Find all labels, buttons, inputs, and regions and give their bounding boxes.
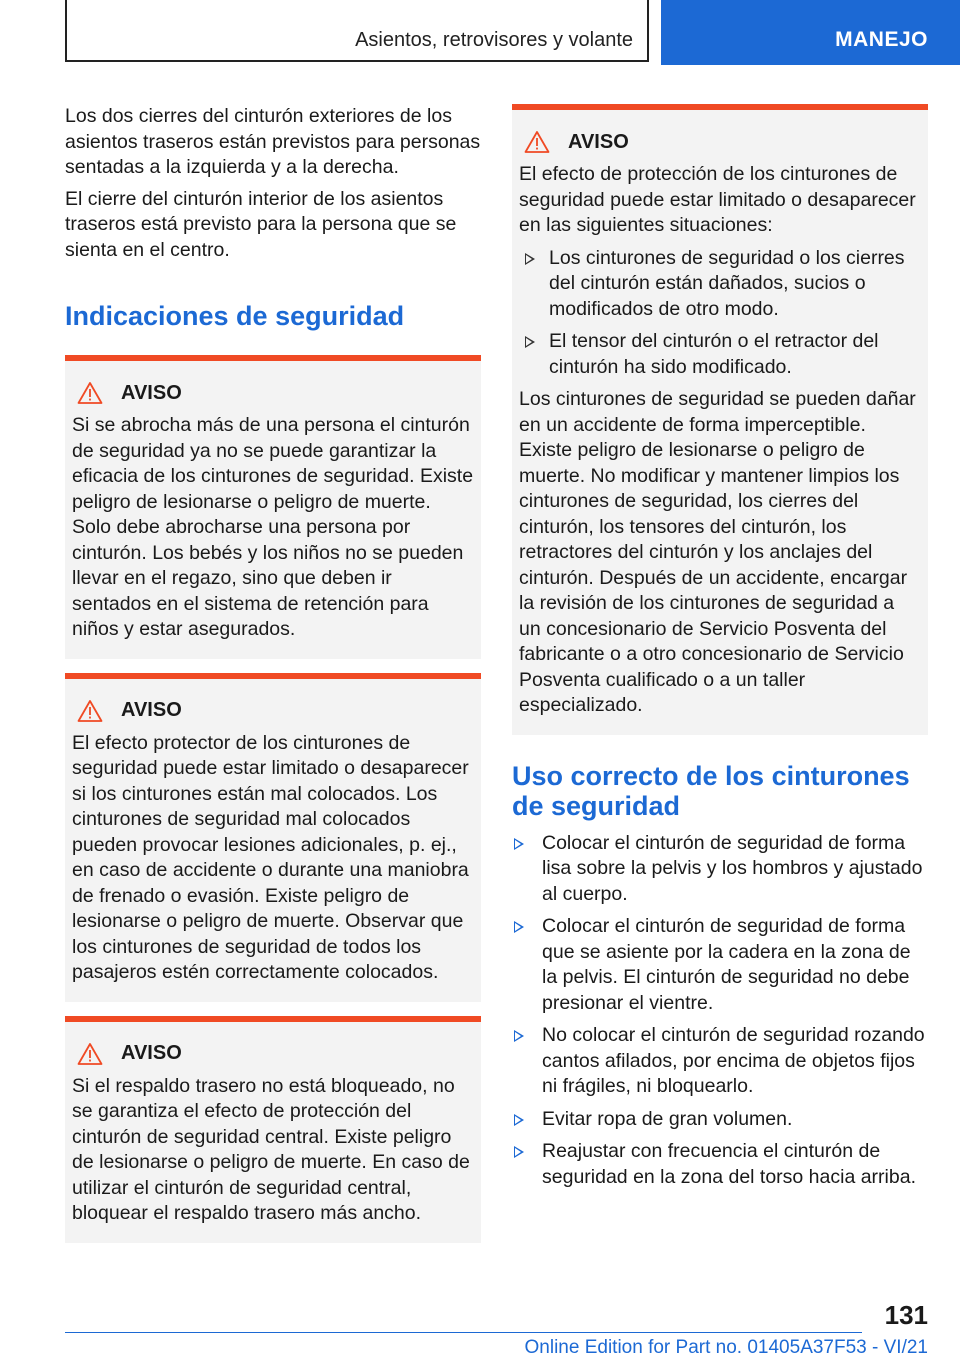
triangle-bullet-icon (514, 1146, 524, 1158)
header-section-title: Asientos, retrovisores y volante (355, 29, 633, 51)
notice-intro: El efecto de protección de los cinturones de seguridad puede estar limitado o desaparecer en las siguientes situaciones: (519, 163, 916, 236)
footer-edition: Online Edition for Part no. 01405A37F53 - VI/21 (524, 1337, 928, 1358)
intro-paragraph: El cierre del cinturón interior de los asientos traseros está previsto para la persona que se sienta en el centro. (65, 187, 457, 261)
triangle-bullet-icon (514, 1114, 524, 1126)
page-number: 131 (884, 1300, 928, 1330)
notice-text: El efecto protector de los cinturones de seguridad puede estar limitado o desaparecer si los cinturones están mal colocados. Los cinturones de seguridad mal colocados pueden provocar lesiones adicionales, p. ej., en caso de accidente o durante una maniobra de frenado o evasión. Existe peligro de lesionarse o peligro de muerte. Observar que los cinturones de seguridad de todos los pasajeros estén correctamente colocados. (72, 731, 469, 983)
list-item: Colocar el cinturón de seguridad de forma que se asiente por la cadera en la zona de la pelvis. El cinturón de seguridad no debe presionar el vientre. (512, 914, 928, 1016)
warning-triangle-icon (524, 130, 550, 154)
notice-text: Si se abrocha más de una persona el cinturón de seguridad ya no se puede garantizar la eficacia de los cinturones de seguridad. Existe peligro de lesionarse o peligro de muerte. Solo debe abrocharse una persona por cinturón. Los bebés y los niños no se pueden llevar en el regazo, sino que deben ir sentados en el sistema de retención para niños y estar asegurados. (72, 414, 474, 640)
intro-paragraph: Los dos cierres del cinturón exteriores de los asientos traseros están previstos para personas sentadas a la izquierda y a la derecha. (65, 105, 481, 178)
list-item: Colocar el cinturón de seguridad de forma lisa sobre la pelvis y los hombros y ajustado al cuerpo. (512, 831, 928, 908)
warning-notice (512, 104, 928, 735)
notice-title: AVISO (121, 699, 182, 721)
usage-list (512, 831, 928, 1191)
list-item: Reajustar con frecuencia el cinturón de seguridad en la zona del torso hacia arriba. (512, 1139, 928, 1190)
triangle-bullet-icon (514, 921, 524, 933)
triangle-bullet-icon (525, 253, 535, 265)
notice-list (519, 246, 921, 381)
right-column (512, 104, 928, 1190)
warning-triangle-icon (77, 699, 103, 723)
notice-text: Si el respaldo trasero no está bloqueado, no se garantiza el efecto de protección del cinturón de seguridad central. Existe peligro de lesionarse o peligro de muerte. En caso de utilizar el cinturón de seguridad central, bloquear el respaldo trasero más ancho. (72, 1074, 470, 1224)
section-heading-safety: Indicaciones de seguridad (65, 301, 405, 331)
list-item: Los cinturones de seguridad o los cierres del cinturón están dañados, sucios o modificados de otro modo. (519, 246, 921, 323)
notice-title: AVISO (121, 1042, 182, 1064)
notice-text: Los cinturones de seguridad se pueden dañar en un accidente de forma imperceptible. Existe peligro de lesionarse o peligro de muerte. No modificar y mantener limpios los cinturones de seguridad, los cierres del cinturón, los tensores del cinturón, los retractores del cinturón y los anclajes del cinturón. Después de un accidente, encargar la revisión de los cinturones de seguridad a un concesionario de Servicio Posventa del fabricante o a otro concesionario de Servicio Posventa cualificado o a un taller especializado. (519, 388, 916, 716)
warning-notice (65, 1016, 481, 1243)
footer-divider (65, 1332, 862, 1333)
list-item: Evitar ropa de gran volumen. (512, 1107, 928, 1133)
triangle-bullet-icon (525, 336, 535, 348)
list-item: El tensor del cinturón o el retractor del cinturón ha sido modificado. (519, 329, 921, 380)
triangle-bullet-icon (514, 1030, 524, 1042)
header-section-box (65, 0, 649, 62)
warning-notice (65, 673, 481, 1002)
section-heading-correct-use: Uso correcto de los cinturones de seguridad (512, 760, 910, 821)
header-chapter-label: MANEJO (835, 28, 928, 51)
notice-title: AVISO (568, 130, 629, 153)
header-chapter-tab (661, 0, 960, 65)
warning-triangle-icon (77, 381, 103, 405)
triangle-bullet-icon (514, 838, 524, 850)
warning-triangle-icon (77, 1042, 103, 1066)
warning-notice (65, 355, 481, 659)
left-column (65, 104, 481, 1243)
list-item: No colocar el cinturón de seguridad rozando cantos afilados, por encima de objetos fijos ni frágiles, ni bloquearlo. (512, 1023, 928, 1100)
notice-title: AVISO (121, 381, 182, 404)
